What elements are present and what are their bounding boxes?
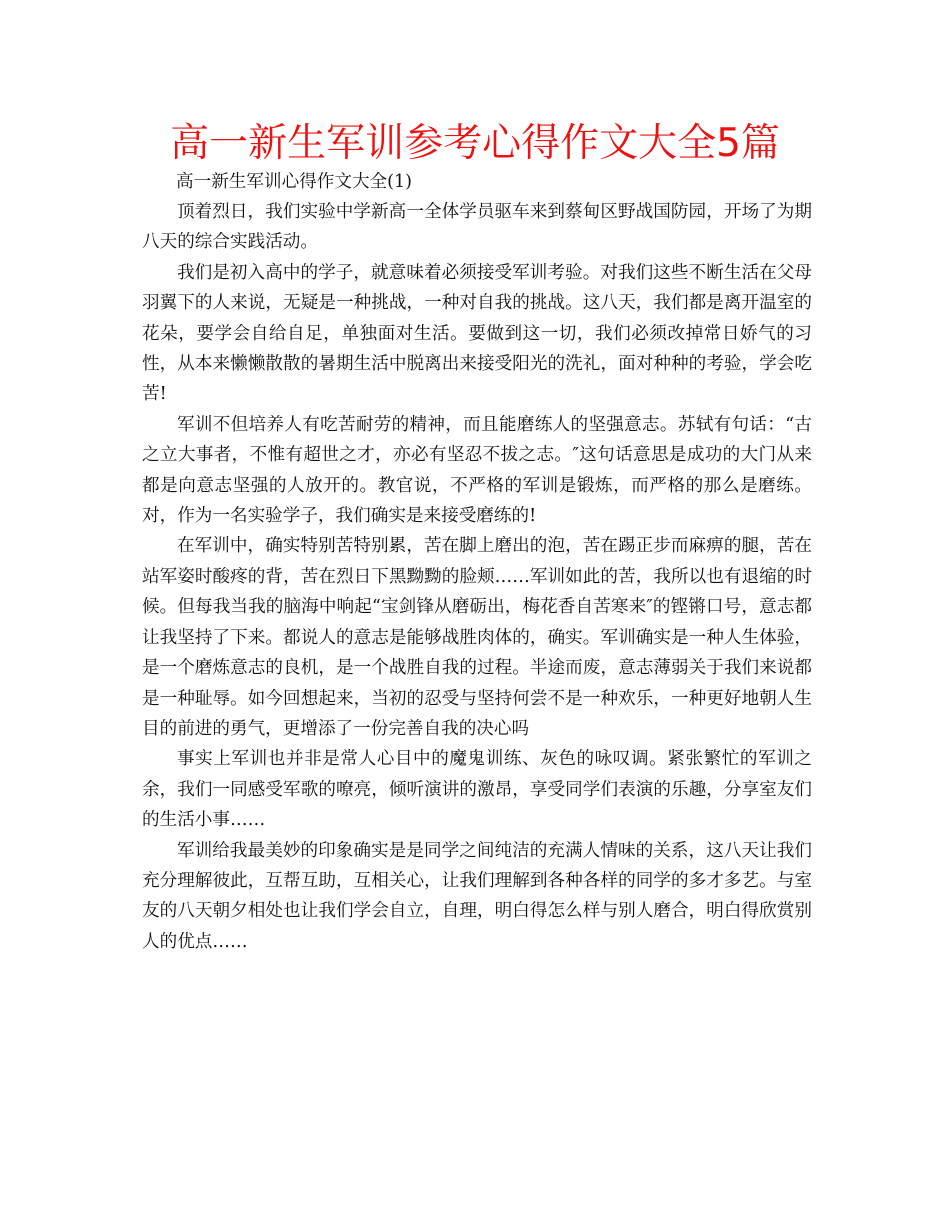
paragraph: 事实上军训也并非是常人心目中的魔鬼训练、灰色的咏叹调。紧张繁忙的军训之余，我们一同感受军歌的嘹亮，倾听演讲的激昂，享受同学们表演的乐趣，分享室友们的生活小事…… bbox=[142, 749, 812, 831]
paragraph: 顶着烈日，我们实验中学新高一全体学员驱车来到蔡甸区野战国防园，开场了为期八天的综合实践活动。 bbox=[142, 202, 812, 253]
paragraph: 军训不但培养人有吃苦耐劳的精神，而且能磨练人的坚强意志。苏轼有句话：“古之立大事者，不惟有超世之才，亦必有坚忍不拔之志。″这句话意思是成功的大门从来都是向意志坚强的人放开的。教官说，不严格的军训是锻炼，而严格的那么是磨练。对，作为一名实验学子，我们确实是来接受磨练的! bbox=[142, 414, 812, 527]
document-body bbox=[142, 167, 812, 957]
paragraph: 在军训中，确实特别苦特别累，苦在脚上磨出的泡，苦在踢正步而麻痹的腿，苦在站军姿时酸疼的背，苦在烈日下黑黝黝的脸颊……军训如此的苦，我所以也有退缩的时候。但每我当我的脑海中响起“宝剑锋从磨砺出，梅花香自苦寒来″的铿锵口号，意志都让我坚持了下来。都说人的意志是能够战胜肉体的，确实。军训确实是一种人生体验，是一个磨炼意志的良机，是一个战胜自我的过程。半途而废，意志薄弱关于我们来说都是一种耻辱。如今回想起来，当初的忍受与坚持何尝不是一种欢乐，一种更好地朝人生目的前进的勇气，更增添了一份完善自我的决心吗 bbox=[142, 536, 812, 739]
paragraph: 军训给我最美妙的印象确实是是同学之间纯洁的充满人情味的关系，这八天让我们充分理解彼此，互帮互助，互相关心，让我们理解到各种各样的同学的多才多艺。与室友的八天朝夕相处也让我们学会自立，自理，明白得怎么样与别人磨合，明白得欣赏别人的优点…… bbox=[142, 840, 812, 952]
section-subtitle: 高一新生军训心得作文大全(1) bbox=[176, 172, 413, 192]
document-title: 高一新生军训参考心得作文大全5篇 bbox=[170, 121, 780, 166]
paragraph: 我们是初入高中的学子，就意味着必须接受军训考验。对我们这些不断生活在父母羽翼下的人来说，无疑是一种挑战，一种对自我的挑战。这八天，我们都是离开温室的花朵，要学会自给自足，单独面对生活。要做到这一切，我们必须改掉常日娇气的习性，从本来懒懒散散的暑期生活中脱离出来接受阳光的洗礼，面对种种的考验，学会吃苦! bbox=[142, 262, 812, 405]
